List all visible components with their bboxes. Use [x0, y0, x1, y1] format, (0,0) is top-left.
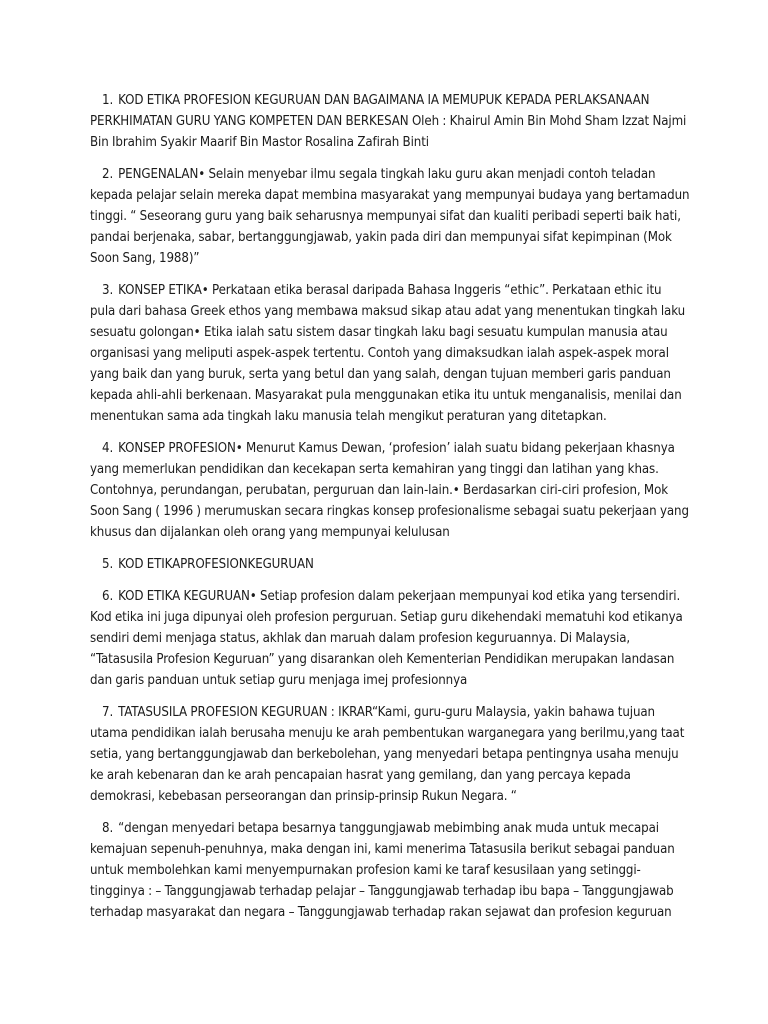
- document-page: [90, 90, 690, 934]
- paragraph-number: 4.: [102, 441, 114, 456]
- paragraph-3: [90, 280, 690, 427]
- paragraph-8: [90, 818, 690, 923]
- paragraph-6: [90, 586, 690, 691]
- paragraph-1: [90, 90, 690, 153]
- paragraph-2: [90, 164, 690, 269]
- paragraph-text: KONSEP ETIKA• Perkataan etika berasal daripada Bahasa Inggeris “ethic”. Perkataan ethic itu pula dari bahasa Greek ethos yang membawa maksud sikap atau adat yang menentukan tingkah laku sesuatu golongan• Etika ialah satu sistem dasar tingkah laku bagi sesuatu kumpulan manusia atau organisasi yang meliputi aspek-aspek tertentu. Contoh yang dimaksudkan ialah aspek-aspek moral yang baik dan yang buruk, serta yang betul dan yang salah, dengan tujuan memberi garis panduan kepada ahli-ahli berkenaan. Masyarakat pula menggunakan etika itu untuk menganalisis, menilai dan menentukan sama ada tingkah laku manusia telah mengikut peraturan yang ditetapkan.: [90, 283, 686, 424]
- paragraph-text: PENGENALAN• Selain menyebar ilmu segala tingkah laku guru akan menjadi contoh teladan kepada pelajar selain mereka dapat membina masyarakat yang mempunyai budaya yang bertamadun tinggi. “ Seseorang guru yang baik seharusnya mempunyai sifat dan kualiti peribadi seperti baik hati, pandai berjenaka, sabar, bertanggungjawab, yakin pada diri dan mempunyai sifat kepimpinan (Mok Soon Sang, 1988)”: [90, 167, 690, 266]
- paragraph-text: KOD ETIKAPROFESIONKEGURUAN: [118, 557, 314, 572]
- paragraph-text: KOD ETIKA KEGURUAN• Setiap profesion dalam pekerjaan mempunyai kod etika yang tersendiri. Kod etika ini juga dipunyai oleh profesion perguruan. Setiap guru dikehendaki mematuhi kod etikanya sendiri demi menjaga status, akhlak dan maruah dalam profesion keguruannya. Di Malaysia, “Tatasusila Profesion Keguruan” yang disarankan oleh Kementerian Pendidikan merupakan landasan dan garis panduan untuk setiap guru menjaga imej profesionnya: [90, 589, 683, 688]
- paragraph-number: 2.: [102, 167, 114, 182]
- paragraph-4: [90, 438, 690, 543]
- paragraph-number: 5.: [102, 557, 114, 572]
- paragraph-number: 6.: [102, 589, 114, 604]
- paragraph-text: TATASUSILA PROFESION KEGURUAN : IKRAR“Kami, guru-guru Malaysia, yakin bahawa tujuan utama pendidikan ialah berusaha menuju ke arah pembentukan warganegara yang berilmu,yang taat setia, yang bertanggungjawab dan berkebolehan, yang menyedari betapa pentingnya usaha menuju ke arah kebenaran dan ke arah pencapaian hasrat yang gemilang, dan yang percaya kepada demokrasi, kebebasan perseorangan dan prinsip-prinsip Rukun Negara. “: [90, 705, 685, 804]
- paragraph-number: 8.: [102, 821, 114, 836]
- paragraph-number: 3.: [102, 283, 114, 298]
- paragraph-text: KONSEP PROFESION• Menurut Kamus Dewan, ‘profesion’ ialah suatu bidang pekerjaan khasnya yang memerlukan pendidikan dan kecekapan serta kemahiran yang tinggi dan latihan yang khas. Contohnya, perundangan, perubatan, perguruan dan lain-lain.• Berdasarkan ciri-ciri profesion, Mok Soon Sang ( 1996 ) merumuskan secara ringkas konsep profesionalisme sebagai suatu pekerjaan yang khusus dan dijalankan oleh orang yang mempunyai kelulusan: [90, 441, 689, 540]
- paragraph-5: [90, 554, 690, 575]
- paragraph-text: KOD ETIKA PROFESION KEGURUAN DAN BAGAIMANA IA MEMUPUK KEPADA PERLAKSANAAN PERKHIMATAN GURU YANG KOMPETEN DAN BERKESAN Oleh : Khairul Amin Bin Mohd Sham Izzat Najmi Bin Ibrahim Syakir Maarif Bin Mastor Rosalina Zafirah Binti: [90, 93, 687, 150]
- paragraph-number: 1.: [102, 93, 114, 108]
- paragraph-number: 7.: [102, 705, 114, 720]
- paragraph-text: “dengan menyedari betapa besarnya tanggungjawab mebimbing anak muda untuk mecapai kemajuan sepenuh-penuhnya, maka dengan ini, kami menerima Tatasusila berikut sebagai panduan untuk membolehkan kami menyempurnakan profesion kami ke taraf kesusilaan yang setinggi-tingginya : – Tanggungjawab terhadap pelajar – Tanggungjawab terhadap ibu bapa – Tanggungjawab terhadap masyarakat dan negara – Tanggungjawab terhadap rakan sejawat dan profesion keguruan: [90, 821, 675, 920]
- paragraph-7: [90, 702, 690, 807]
